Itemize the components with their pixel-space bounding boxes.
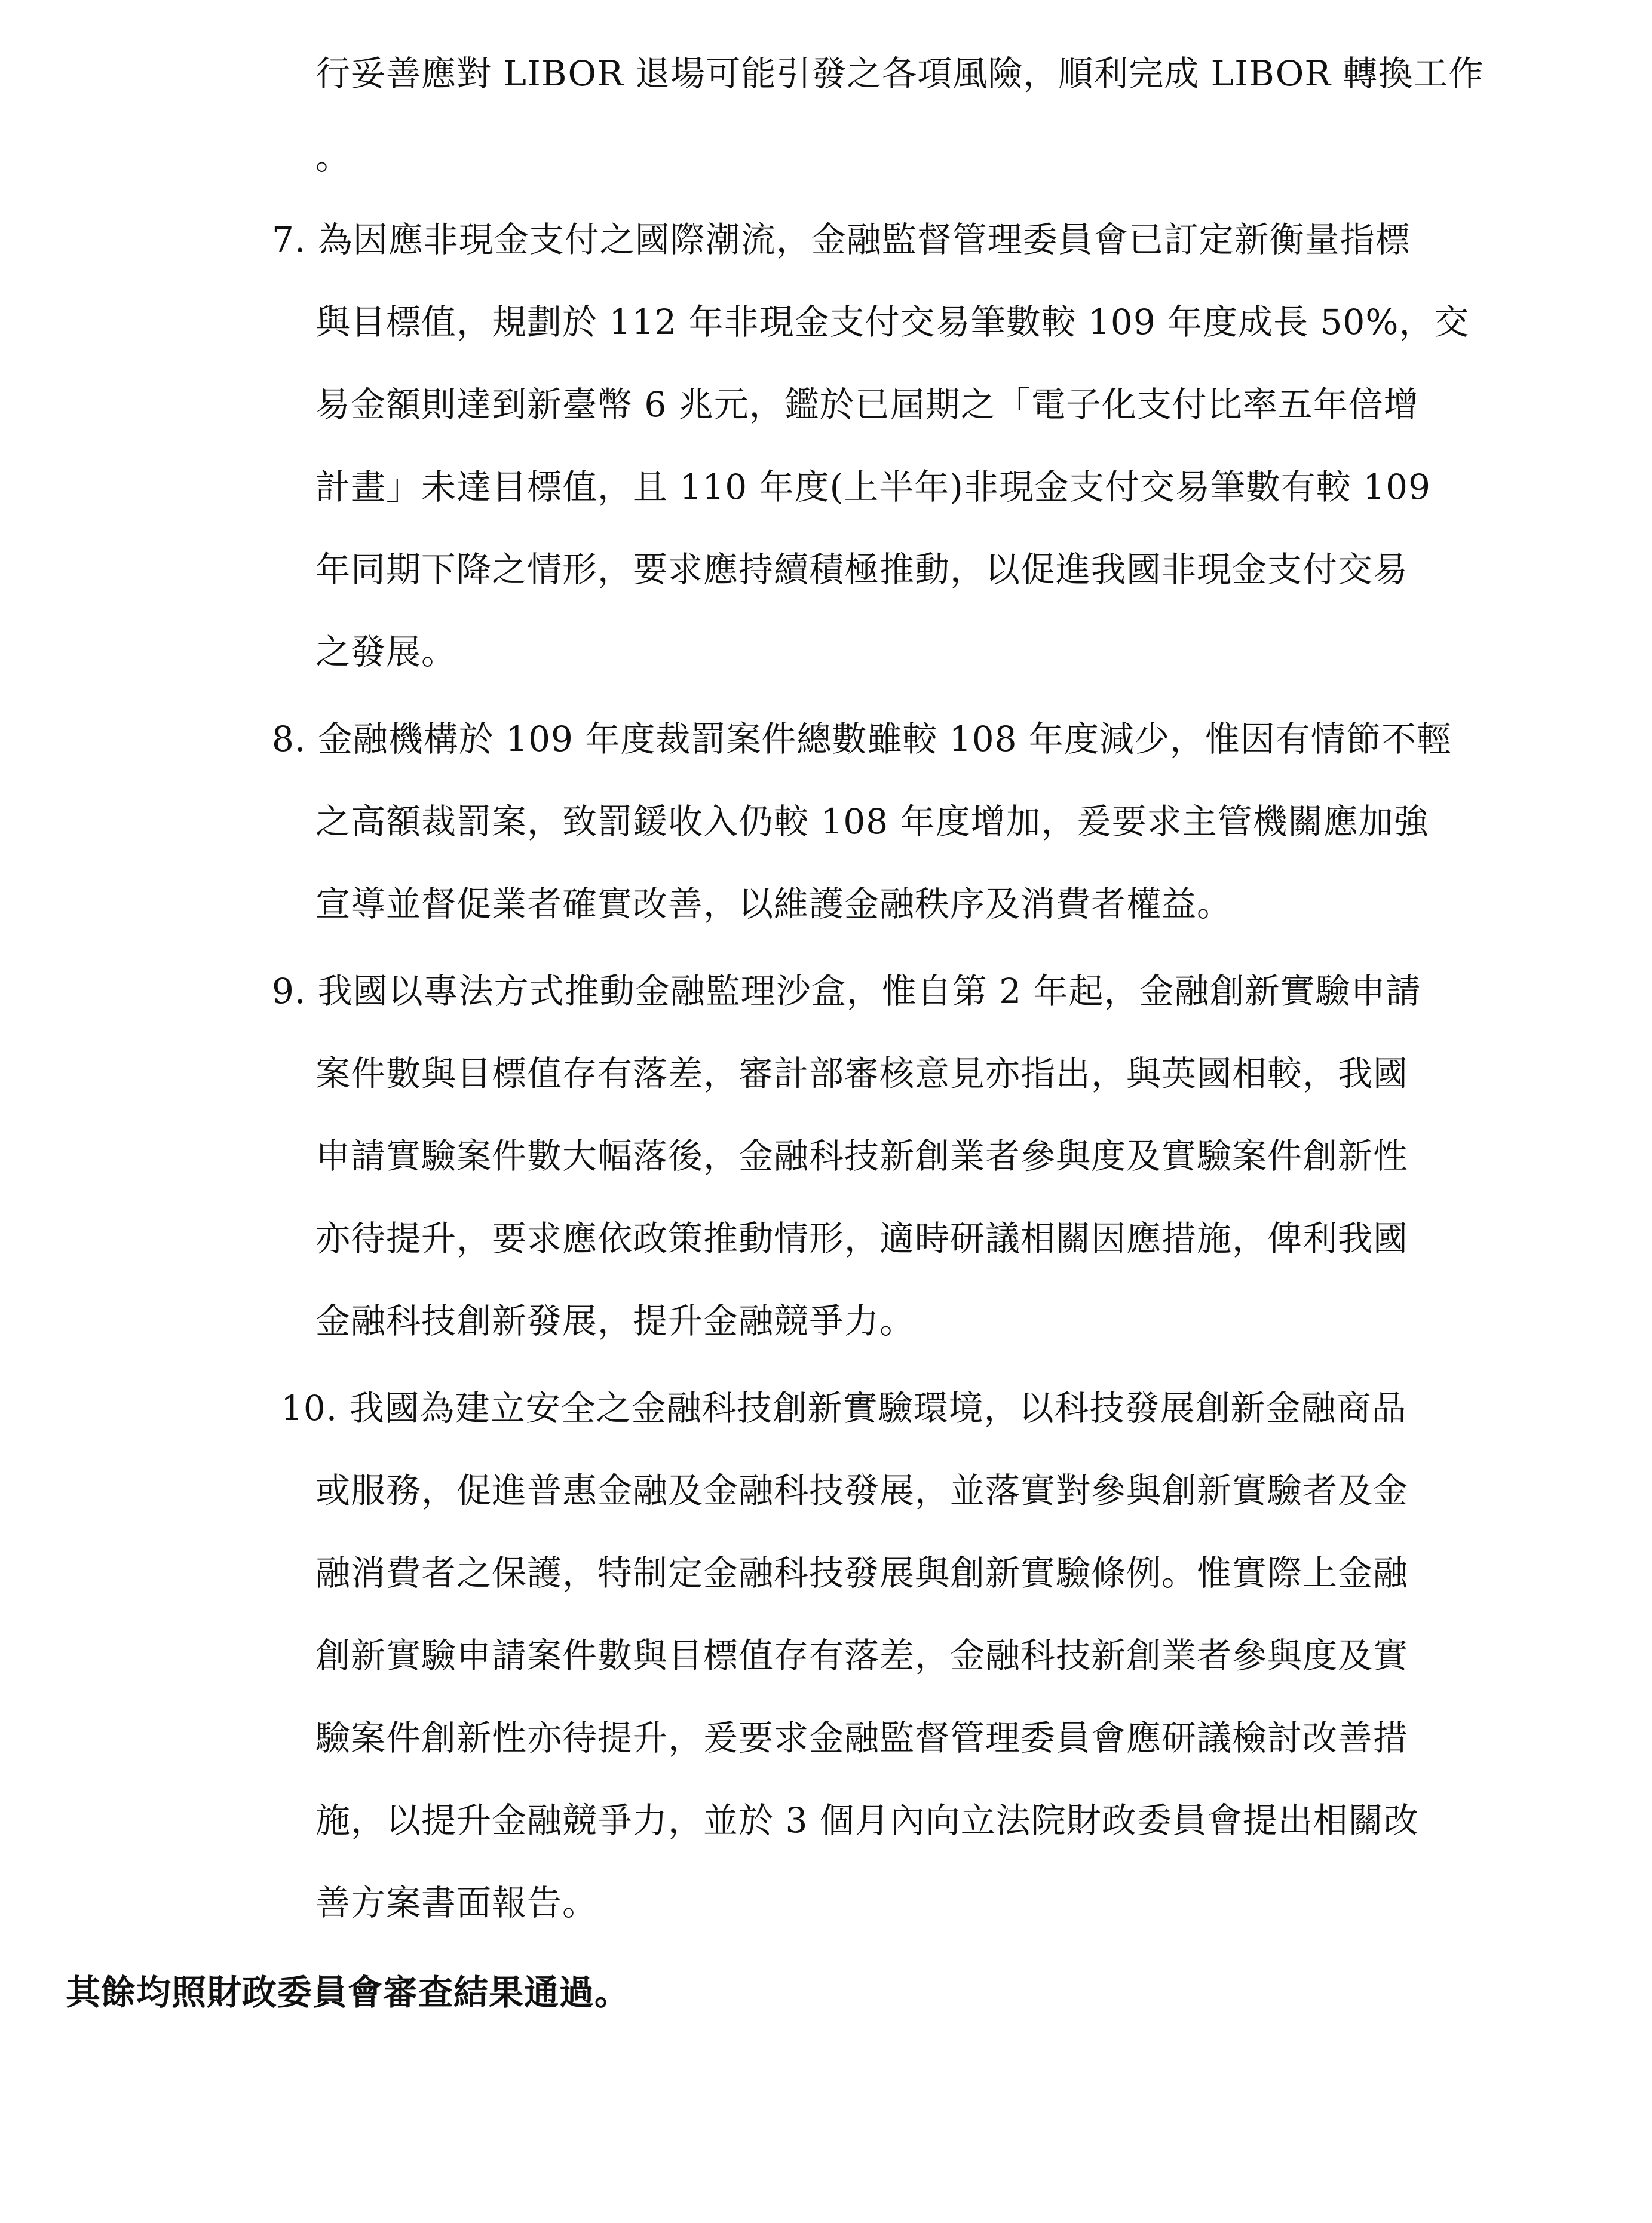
item-10-line-2: 或服務，促進普惠金融及金融科技發展，並落實對參與創新實驗者及金 <box>315 1470 1409 1511</box>
item-7-line-6: 之發展。 <box>315 631 457 672</box>
item-10-line-7: 善方案書面報告。 <box>315 1882 598 1923</box>
item-10-line-5: 驗案件創新性亦待提升，爰要求金融監督管理委員會應研議檢討改善措 <box>315 1718 1409 1758</box>
conclusion-text: 其餘均照財政委員會審查結果通過。 <box>66 1972 630 2013</box>
item-10-line-6: 施，以提升金融競爭力，並於 3 個月內向立法院財政委員會提出相關改 <box>315 1800 1419 1841</box>
item-8-line-1: 8. 金融機構於 109 年度裁罰案件總數雖較 108 年度減少，惟因有情節不輕 <box>272 719 1452 759</box>
item-10-line-3: 融消費者之保護，特制定金融科技發展與創新實驗條例。惟實際上金融 <box>315 1553 1409 1593</box>
item-9-line-5: 金融科技創新發展，提升金融競爭力。 <box>315 1301 915 1341</box>
item-7-line-1: 7. 為因應非現金支付之國際潮流，金融監督管理委員會已訂定新衡量指標 <box>272 219 1411 260</box>
item-7-line-2: 與目標值，規劃於 112 年非現金支付交易筆數較 109 年度成長 50%，交 <box>315 302 1470 342</box>
carryover-line-2: 。 <box>315 137 351 177</box>
item-7-line-3: 易金額則達到新臺幣 6 兆元，鑑於已屆期之「電子化支付比率五年倍增 <box>315 384 1419 425</box>
item-8-line-3: 宣導並督促業者確實改善，以維護金融秩序及消費者權益。 <box>315 884 1233 924</box>
item-7-line-5: 年同期下降之情形，要求應持續積極推動，以促進我國非現金支付交易 <box>315 549 1409 590</box>
item-8-line-2: 之高額裁罰案，致罰鍰收入仍較 108 年度增加，爰要求主管機關應加強 <box>315 801 1429 842</box>
carryover-line-1: 行妥善應對 LIBOR 退場可能引發之各項風險，順利完成 LIBOR 轉換工作 <box>315 53 1484 94</box>
item-9-line-4: 亦待提升，要求應依政策推動情形，適時研議相關因應措施，俾利我國 <box>315 1218 1409 1259</box>
item-10-line-4: 創新實驗申請案件數與目標值存有落差，金融科技新創業者參與度及實 <box>315 1635 1409 1676</box>
item-7-line-4: 計畫」未達目標值，且 110 年度(上半年)非現金支付交易筆數有較 109 <box>315 467 1431 507</box>
item-9-line-2: 案件數與目標值存有落差，審計部審核意見亦指出，與英國相較，我國 <box>315 1053 1409 1094</box>
item-9-line-1: 9. 我國以專法方式推動金融監理沙盒，惟自第 2 年起，金融創新實驗申請 <box>272 971 1421 1011</box>
item-10-line-1: 10. 我國為建立安全之金融科技創新實驗環境，以科技發展創新金融商品 <box>281 1388 1407 1428</box>
item-9-line-3: 申請實驗案件數大幅落後，金融科技新創業者參與度及實驗案件創新性 <box>315 1136 1409 1176</box>
